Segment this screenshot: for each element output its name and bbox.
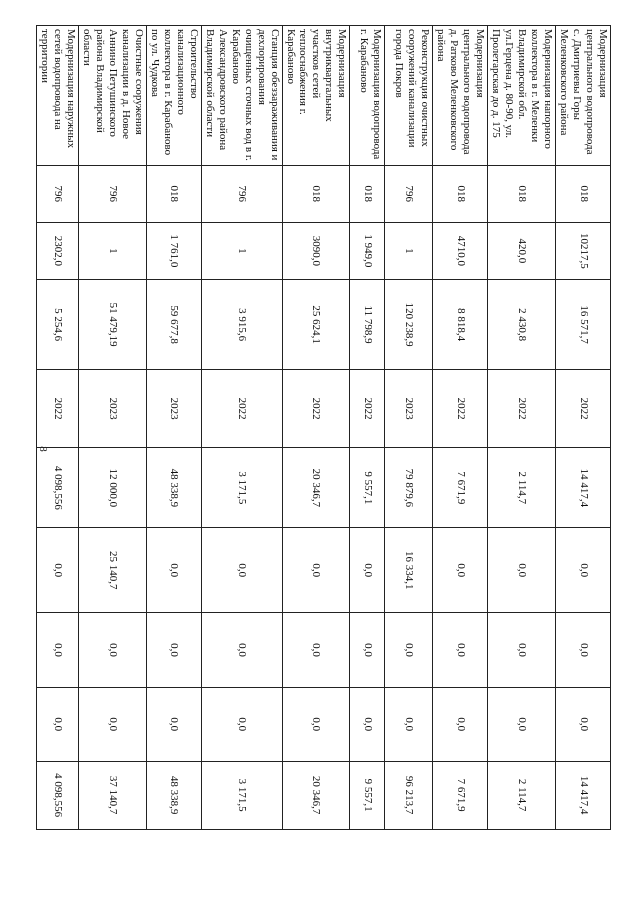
cell-cost: 5 254,6	[37, 279, 79, 369]
cell-name: Модернизация водопровода г. Карабаново	[350, 26, 385, 166]
cell-value: 0,0	[350, 687, 385, 761]
table-row	[556, 26, 611, 898]
cell-total: 3 171,5	[201, 761, 282, 829]
cell-name: Модернизация центрального водопровода д. Ратково Меленковского района	[433, 26, 488, 166]
cell-value: 0,0	[146, 528, 201, 613]
cell-value: 0,0	[146, 613, 201, 688]
cell-value: 2 114,7	[488, 448, 556, 528]
page-number: 8	[36, 446, 49, 452]
cell-code: 018	[350, 165, 385, 222]
cell-value: 0,0	[488, 687, 556, 761]
cell-value: 0,0	[385, 613, 433, 688]
cell-quantity: 1	[79, 222, 147, 279]
cell-quantity: 10217,5	[556, 222, 611, 279]
cell-value: 16 334,1	[385, 528, 433, 613]
cell-value: 7 671,9	[433, 448, 488, 528]
cell-value: 0,0	[37, 687, 79, 761]
cell-cost: 51 479,19	[79, 279, 147, 369]
cell-value: 0,0	[146, 687, 201, 761]
cell-cost: 2 430,8	[488, 279, 556, 369]
table-row	[488, 26, 556, 898]
cell-value: 0,0	[201, 528, 282, 613]
cell-value: 0,0	[433, 528, 488, 613]
cell-code: 796	[79, 165, 147, 222]
cell-total: 14 417,4	[556, 761, 611, 829]
cell-year: 2022	[433, 370, 488, 448]
cell-value: 0,0	[37, 613, 79, 688]
table-row	[79, 26, 147, 898]
cell-quantity: 420,0	[488, 222, 556, 279]
investment-projects-table	[36, 25, 611, 898]
cell-value: 12 000,0	[79, 448, 147, 528]
cell-name: Станция обеззараживания и дехлорирования очищенных сточных вод в г. Карабаново Александровского района Владимирской области	[201, 26, 282, 166]
cell-name: Модернизация напорного коллектора в г. Меленки Владимирской обл. ул.Герцена д. 80-90, ул. Пролетарская до д. 175	[488, 26, 556, 166]
cell-value: 0,0	[556, 528, 611, 613]
cell-cost: 59 677,8	[146, 279, 201, 369]
cell-cost: 25 624,1	[282, 279, 350, 369]
cell-code: 018	[488, 165, 556, 222]
cell-code: 796	[37, 165, 79, 222]
cell-value: 0,0	[433, 613, 488, 688]
cell-value: 48 338,9	[146, 448, 201, 528]
table-row	[350, 26, 385, 898]
cell-value: 0,0	[488, 528, 556, 613]
table-row	[201, 26, 282, 898]
cell-total: 2 114,7	[488, 761, 556, 829]
cell-quantity: 4710,0	[433, 222, 488, 279]
cell-value: 0,0	[201, 687, 282, 761]
cell-value: 3 171,5	[201, 448, 282, 528]
cell-quantity: 2302,0	[37, 222, 79, 279]
cell-quantity: 1	[385, 222, 433, 279]
cell-code: 796	[201, 165, 282, 222]
cell-total: 48 338,9	[146, 761, 201, 829]
cell-name: Строительство канализационного коллектора в г. Карабаново по ул. Чудкова	[146, 26, 201, 166]
cell-year: 2023	[385, 370, 433, 448]
cell-name: Модернизация внутриквартальных участков сетей теплоснабжения г. Карабаново	[282, 26, 350, 166]
cell-year: 2022	[488, 370, 556, 448]
cell-cost: 16 571,7	[556, 279, 611, 369]
cell-code: 018	[146, 165, 201, 222]
cell-year: 2022	[350, 370, 385, 448]
cell-cost: 11 798,9	[350, 279, 385, 369]
cell-value: 0,0	[556, 613, 611, 688]
cell-value: 20 346,7	[282, 448, 350, 528]
cell-name: Модернизация наружных сетей водопровода на территории	[37, 26, 79, 166]
table-row	[146, 26, 201, 898]
cell-code: 018	[282, 165, 350, 222]
cell-value: 0,0	[79, 687, 147, 761]
cell-value: 0,0	[282, 528, 350, 613]
cell-code: 018	[556, 165, 611, 222]
cell-total: 9 557,1	[350, 761, 385, 829]
cell-year: 2022	[37, 370, 79, 448]
cell-value: 0,0	[282, 613, 350, 688]
cell-total: 20 346,7	[282, 761, 350, 829]
cell-name: Реконструкция очистных сооружений канализации города Покров	[385, 26, 433, 166]
table-row	[37, 26, 79, 898]
cell-name: Очистные сооружения канализации в д. Новое Аннино Петушинского района Владимирской области	[79, 26, 147, 166]
cell-value: 0,0	[488, 613, 556, 688]
cell-year: 2023	[146, 370, 201, 448]
cell-code: 018	[433, 165, 488, 222]
cell-cost: 120 238,9	[385, 279, 433, 369]
cell-value: 0,0	[350, 528, 385, 613]
cell-value: 79 879,6	[385, 448, 433, 528]
table-row	[385, 26, 433, 898]
table-row	[433, 26, 488, 898]
cell-value: 0,0	[282, 687, 350, 761]
cell-total: 37 140,7	[79, 761, 147, 829]
cell-value: 25 140,7	[79, 528, 147, 613]
cell-value: 0,0	[79, 613, 147, 688]
cell-value: 0,0	[350, 613, 385, 688]
cell-value: 0,0	[556, 687, 611, 761]
cell-total: 96 213,7	[385, 761, 433, 829]
cell-quantity: 1 949,0	[350, 222, 385, 279]
cell-year: 2023	[79, 370, 147, 448]
cell-value: 0,0	[433, 687, 488, 761]
cell-value: 0,0	[37, 528, 79, 613]
cell-year: 2022	[556, 370, 611, 448]
cell-year: 2022	[282, 370, 350, 448]
cell-value: 0,0	[201, 613, 282, 688]
cell-value: 14 417,4	[556, 448, 611, 528]
cell-value: 9 557,1	[350, 448, 385, 528]
cell-name: Модернизация центрального водопровода с. Дмитриевы Горы Меленковского района	[556, 26, 611, 166]
cell-code: 796	[385, 165, 433, 222]
cell-value: 0,0	[385, 687, 433, 761]
cell-total: 4 098,556	[37, 761, 79, 829]
cell-cost: 8 818,4	[433, 279, 488, 369]
cell-value: 4 098,556	[37, 448, 79, 528]
table-row	[282, 26, 350, 898]
cell-cost: 3 915,6	[201, 279, 282, 369]
cell-quantity: 1 761,0	[146, 222, 201, 279]
cell-total: 7 671,9	[433, 761, 488, 829]
cell-quantity: 3090,0	[282, 222, 350, 279]
cell-quantity: 1	[201, 222, 282, 279]
rotated-table-container	[39, 25, 611, 898]
cell-year: 2022	[201, 370, 282, 448]
